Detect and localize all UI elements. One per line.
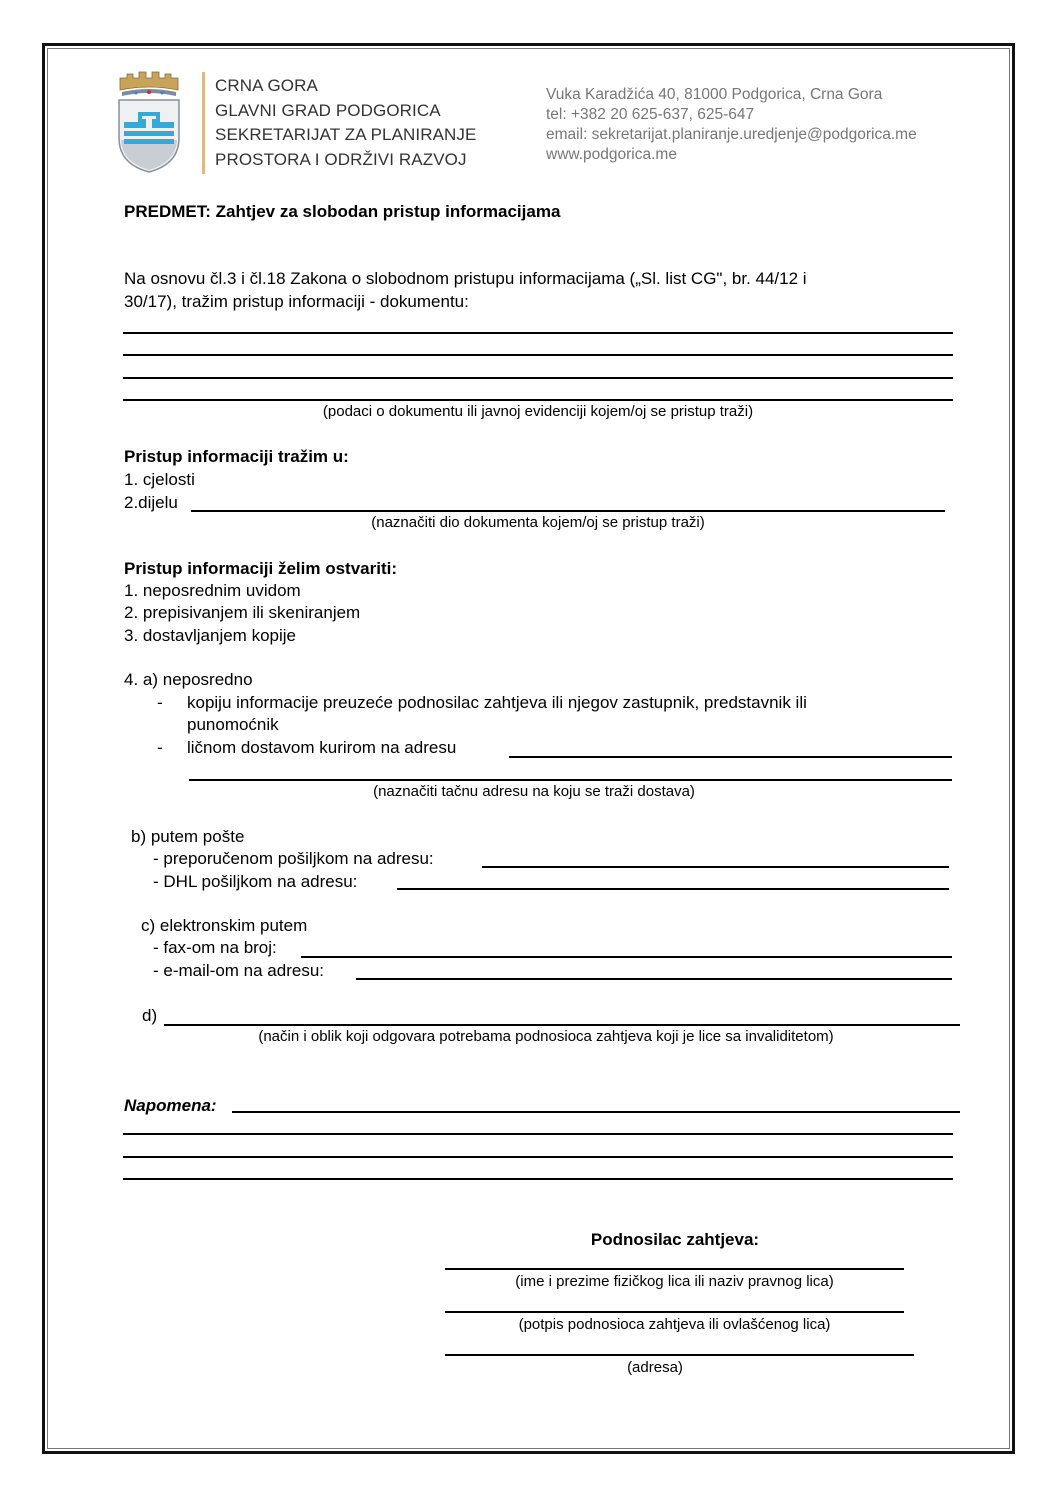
scope-heading: Pristup informaciji tražim u: xyxy=(124,447,349,466)
note-label: Napomena: xyxy=(124,1096,217,1115)
org-line-country: CRNA GORA xyxy=(215,76,318,95)
fax-number-field[interactable] xyxy=(301,956,952,958)
note-field-1[interactable] xyxy=(232,1111,960,1113)
applicant-signature-hint: (potpis podnosioca zahtjeva ili ovlašćenog lica) xyxy=(518,1316,831,1333)
applicant-signature-field[interactable] xyxy=(445,1311,904,1313)
fax-label: - fax-om na broj: xyxy=(153,938,277,957)
method-option-copying[interactable]: 2. prepisivanjem ili skeniranjem xyxy=(124,603,361,622)
applicant-name-hint: (ime i prezime fizičkog lica ili naziv pravnog lica) xyxy=(515,1273,834,1290)
courier-address-hint: (naznačiti tačnu adresu na koju se traži dostava) xyxy=(373,783,695,800)
applicant-name-field[interactable] xyxy=(445,1268,904,1270)
contact-email[interactable]: email: sekretarijat.planiranje.uredjenje@podgorica.me xyxy=(546,126,917,143)
document-info-field-1[interactable] xyxy=(123,332,953,334)
document-info-field-2[interactable] xyxy=(123,354,953,356)
method-option-4d[interactable]: d) xyxy=(142,1006,158,1025)
bullet-dash: - xyxy=(157,738,163,757)
contact-phone: tel: +382 20 625-637, 625-647 xyxy=(546,106,755,123)
method-option-inspection[interactable]: 1. neposrednim uvidom xyxy=(124,581,301,600)
contact-website[interactable]: www.podgorica.me xyxy=(546,146,677,163)
applicant-address-hint: (adresa) xyxy=(627,1359,683,1376)
dhl-address-field[interactable] xyxy=(397,888,949,890)
header-divider xyxy=(202,72,205,174)
scope-part-field[interactable] xyxy=(191,510,945,512)
document-info-field-3[interactable] xyxy=(123,377,953,379)
scope-option-part[interactable]: 2.dijelu xyxy=(124,493,178,512)
contact-address: Vuka Karadžića 40, 81000 Podgorica, Crna Gora xyxy=(546,86,883,103)
note-field-3[interactable] xyxy=(123,1156,953,1158)
scope-part-hint: (naznačiti dio dokumenta kojem/oj se pristup traži) xyxy=(371,514,705,531)
applicant-heading: Podnosilac zahtjeva: xyxy=(590,1230,760,1249)
bullet-dash: - xyxy=(157,693,163,712)
intro-line-2: 30/17), tražim pristup informaciji - dokumentu: xyxy=(124,292,469,311)
intro-line-1: Na osnovu čl.3 i čl.18 Zakona o slobodnom pristupu informacijama („Sl. list CG", br. 44/12 i xyxy=(124,269,807,288)
org-line-secretariat-cont: PROSTORA I ODRŽIVI RAZVOJ xyxy=(215,149,467,169)
courier-address-field-2[interactable] xyxy=(189,779,952,781)
method-heading: Pristup informaciji želim ostvariti: xyxy=(124,559,398,578)
contact-info xyxy=(546,85,917,165)
org-line-city: GLAVNI GRAD PODGORICA xyxy=(215,100,441,120)
document-info-hint: (podaci o dokumentu ili javnoj evidenciji kojem/oj se pristup traži) xyxy=(322,403,754,420)
email-label: - e-mail-om na adresu: xyxy=(153,961,325,980)
direct-pickup-line-1[interactable]: kopiju informacije preuzeće podnosilac zahtjeva ili njegov zastupnik, predstavnik ili xyxy=(187,693,807,712)
method-option-4a[interactable]: 4. a) neposredno xyxy=(124,670,253,689)
method-option-4b[interactable]: b) putem pošte xyxy=(131,827,245,846)
registered-mail-address-field[interactable] xyxy=(482,866,949,868)
podgorica-coat-of-arms-icon xyxy=(116,68,182,174)
org-line-secretariat: SEKRETARIJAT ZA PLANIRANJE xyxy=(215,125,477,144)
courier-delivery-label[interactable]: ličnom dostavom kurirom na adresu xyxy=(187,738,457,757)
note-field-2[interactable] xyxy=(123,1133,953,1135)
applicant-address-field[interactable] xyxy=(445,1354,914,1356)
scope-option-whole[interactable]: 1. cjelosti xyxy=(124,470,195,489)
email-address-field[interactable] xyxy=(356,978,952,980)
dhl-label: - DHL pošiljkom na adresu: xyxy=(153,872,358,891)
courier-address-field-1[interactable] xyxy=(509,756,952,758)
disability-method-hint: (način i oblik koji odgovara potrebama podnosioca zahtjeva koji je lice sa invaliditetom) xyxy=(258,1028,834,1045)
disability-method-field[interactable] xyxy=(164,1024,960,1026)
method-option-delivery[interactable]: 3. dostavljanjem kopije xyxy=(124,626,296,645)
registered-mail-label: - preporučenom pošiljkom na adresu: xyxy=(153,849,434,868)
direct-pickup-line-2: punomoćnik xyxy=(187,715,279,734)
subject-heading: PREDMET: Zahtjev za slobodan pristup informacijama xyxy=(124,202,561,221)
note-field-4[interactable] xyxy=(123,1178,953,1180)
method-option-4c[interactable]: c) elektronskim putem xyxy=(141,916,308,935)
organization-name xyxy=(215,74,476,172)
document-info-field-4[interactable] xyxy=(123,399,953,401)
